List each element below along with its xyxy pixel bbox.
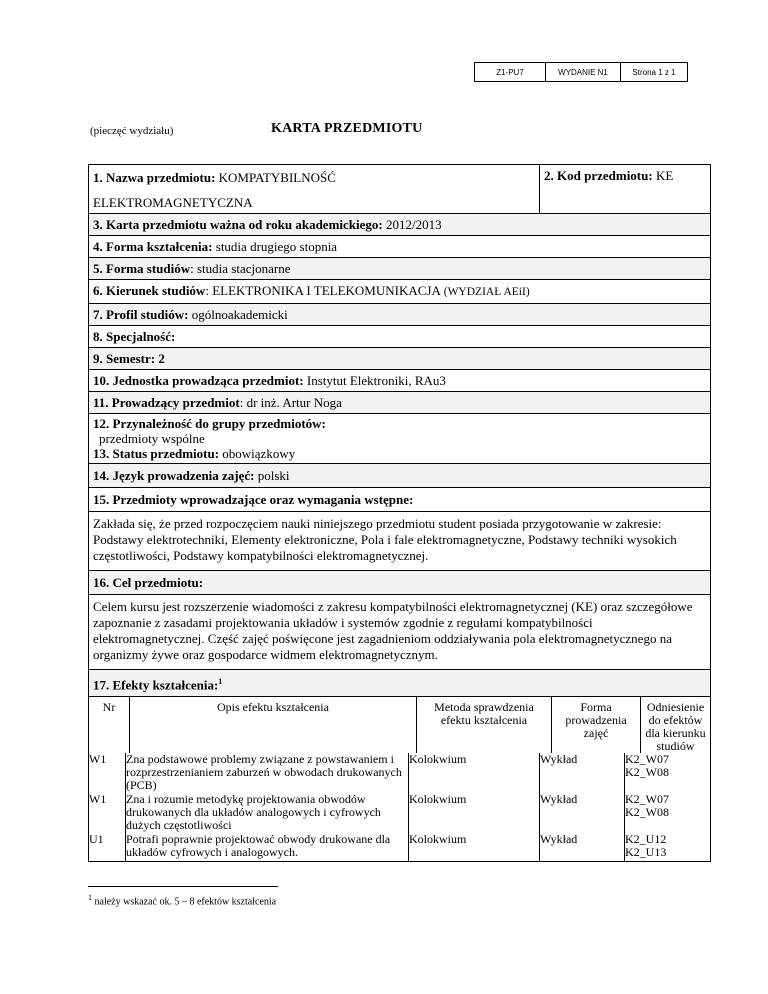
row-language (89, 463, 710, 487)
row-objective-label (89, 570, 710, 594)
effects-header-method: Metoda sprawdzenia efektu kształcenia (417, 697, 552, 753)
effect-description: Zna podstawowe problemy związane z powstawaniem i rozprzestrzenianiem zaburzeń w obwodach drukowanych (PCB) (126, 753, 409, 793)
f1-value-a: KOMPATYBILNOŚĆ (215, 170, 336, 185)
doc-edition: WYDANIE N1 (546, 63, 621, 82)
f11-value: : dr inż. Artur Noga (239, 395, 342, 410)
page-title: KARTA PRZEDMIOTU (271, 121, 423, 136)
f2-value: KE (652, 168, 674, 183)
f3-label: 3. Karta przedmiotu ważna od roku akademickiego: (93, 217, 383, 232)
f12-label: 12. Przynależność do grupy przedmiotów: (93, 416, 326, 431)
f11-label: 11. Prowadzący przedmiot (93, 395, 240, 410)
row-objective-text: Celem kursu jest rozszerzenie wiadomości z zakresu kompatybilności elektromagnetycznej (KE) oraz szczegółowe zapoznanie z zasadami projektowania układów i systemów zgodnie z regułami kompatybilności elektromagnetycznej. Część zajęć poświęcone jest zagadnieniom oddziaływania pola elektromagnetycznego na organizmy żywe oraz gospodarce widmem elektromagnetycznym. (89, 594, 710, 669)
row-effects-label (89, 669, 710, 696)
f10-label: 10. Jednostka prowadząca przedmiot: (93, 373, 304, 388)
f7-value: ogólnoakademicki (188, 307, 288, 322)
f14-label: 14. Język prowadzenia zajęć: (93, 468, 255, 483)
row-profile (89, 303, 710, 325)
faculty-stamp-label: (pieczęć wydziału) (90, 125, 174, 137)
effect-reference: K2_W07 K2_W08 (625, 792, 669, 820)
f1-label: 1. Nazwa przedmiotu: (93, 170, 216, 185)
effects-header-nr: Nr (89, 697, 130, 753)
f10-value: Instytut Elektroniki, RAu3 (303, 373, 446, 388)
row-valid-year (89, 213, 710, 235)
f2-label: 2. Kod przedmiotu: (544, 168, 653, 183)
row-specialty (89, 325, 710, 347)
effects-header-row (89, 696, 710, 753)
f12-value: przedmioty wspólne (99, 431, 205, 446)
row-unit (89, 369, 710, 391)
document-header-table (474, 62, 688, 82)
f15-label: 15. Przedmioty wprowadzające oraz wymagania wstępne: (93, 492, 414, 507)
effect-reference: K2_U12 K2_U13 (625, 832, 667, 860)
effect-description: Potrafi poprawnie projektować obwody drukowane dla układów cyfrowych i analogowych. (126, 833, 409, 861)
row-course-name (89, 165, 710, 213)
f5-label: 5. Forma studiów (93, 261, 191, 276)
f6-extra: (WYDZIAŁ AEiI) (440, 286, 530, 298)
row-prerequisites-label (89, 487, 710, 511)
f6-label: 6. Kierunek studiów (93, 283, 206, 298)
table-row (89, 753, 710, 793)
row-form-education (89, 235, 710, 257)
f5-value: : studia stacjonarne (190, 261, 291, 276)
effect-method: Kolokwium (409, 833, 540, 861)
table-row (89, 833, 710, 861)
effects-header-form: Forma prowadzenia zajęć (552, 697, 641, 753)
effect-nr: W1 (89, 753, 126, 793)
row-prerequisites-text: Zakłada się, że przed rozpoczęciem nauki niniejszego przedmiotu student posiada przygotowanie w zakresie: Podstawy elektrotechniki, Elementy elektroniczne, Pola i fale elektromagnetyczne, Podstawy techniki wysokich częstotliwości, Podstawy kompatybilności elektromagnetycznej. (89, 511, 710, 570)
f8-label: 8. Specjalność: (93, 329, 176, 344)
f3-value: 2012/2013 (382, 217, 442, 232)
f17-label: 17. Efekty kształcenia: (93, 677, 219, 693)
effect-nr: U1 (89, 833, 126, 861)
effect-description: Zna i rozumie metodykę projektowania obwodów drukowanych dla układów analogowych i cyfrowych dużych częstotliwości (126, 793, 409, 833)
effect-form: Wykład (540, 833, 625, 861)
f1-value-b: ELEKTROMAGNETYCZNA (93, 195, 253, 210)
f4-value: studia drugiego stopnia (212, 239, 338, 254)
f14-value: polski (254, 468, 290, 483)
doc-page: Strona 1 z 1 (621, 63, 688, 82)
effects-header-reference: Odniesienie do efektów dla kierunku studiów (645, 700, 706, 754)
row-lecturer (89, 391, 710, 413)
doc-code: Z1-PU7 (475, 63, 546, 82)
footnote: $^1$ należy wskazać ok. 5 – 8 efektów kształcenia (88, 893, 277, 908)
f16-label: 16. Cel przedmiotu: (93, 575, 204, 590)
f7-label: 7. Profil studiów: (93, 307, 189, 322)
effect-method: Kolokwium (409, 793, 540, 833)
row-form-studies (89, 257, 710, 279)
effect-form: Wykład (540, 793, 625, 833)
row-group (89, 413, 710, 463)
course-card-table (88, 164, 711, 862)
row-field-of-study (89, 279, 710, 303)
table-row (89, 793, 710, 833)
footnote-divider (88, 886, 278, 887)
f13-value: obowiązkowy (219, 446, 296, 461)
f4-label: 4. Forma kształcenia: (93, 239, 213, 254)
f17-footnote-ref: 1 (218, 677, 223, 686)
effect-reference: K2_W07 K2_W08 (625, 752, 669, 780)
f13-label: 13. Status przedmiotu: (93, 446, 220, 461)
f9-label: 9. Semestr: 2 (93, 351, 165, 366)
effect-method: Kolokwium (409, 753, 540, 793)
f6-value: : ELEKTRONIKA I TELEKOMUNIKACJA (205, 283, 441, 298)
row-semester (89, 347, 710, 369)
effects-header-description: Opis efektu kształcenia (130, 697, 417, 753)
effect-form: Wykład (540, 753, 625, 793)
effect-nr: W1 (89, 793, 126, 833)
